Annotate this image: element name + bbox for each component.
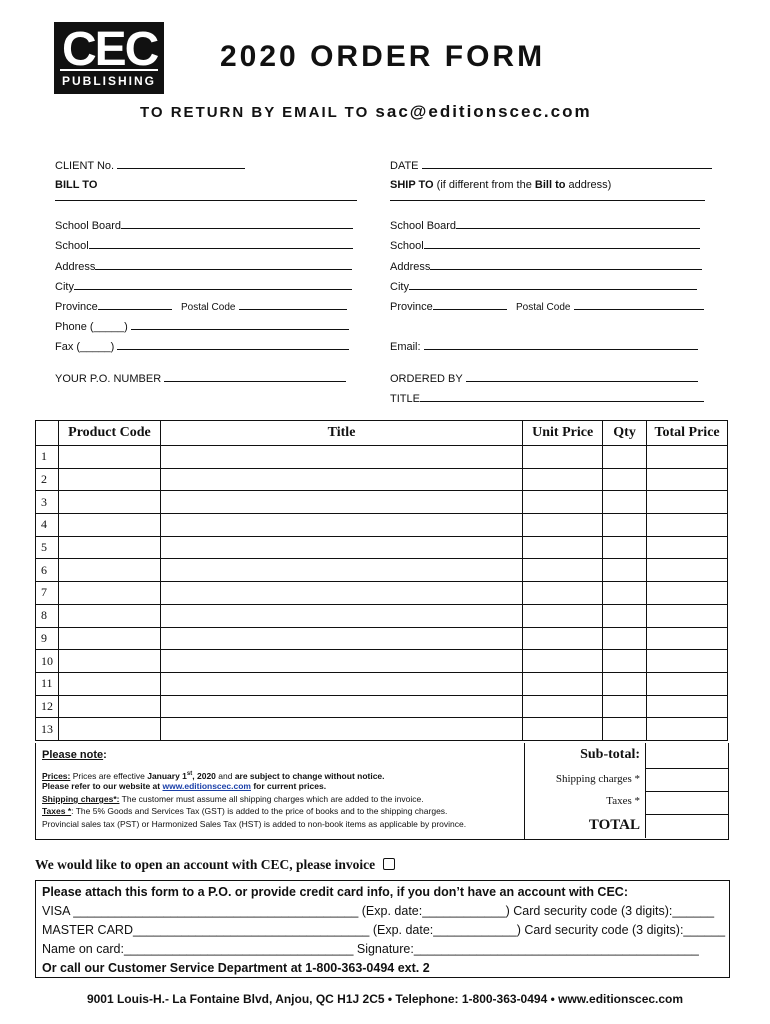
qty-cell[interactable] [603,468,647,491]
unit-price-cell[interactable] [523,650,603,673]
ordered-by-field[interactable] [466,371,698,382]
name-signature-line[interactable]: Name on card:_________________________________ Signature:_________________________________________ [42,942,699,956]
bill-school-board: School Board [55,218,353,232]
qty-cell[interactable] [603,536,647,559]
mastercard-line[interactable]: MASTER CARD__________________________________ (Exp. date:____________) Card security code (3 digits):______ [42,923,726,937]
invoice-checkbox[interactable] [383,858,395,870]
unit-price-cell[interactable] [523,536,603,559]
total-cell[interactable] [645,815,728,838]
bill-address: Address [55,259,352,273]
total-price-cell[interactable] [647,627,728,650]
table-row [36,514,728,537]
notes-box [35,743,525,840]
unit-price-cell[interactable] [523,718,603,741]
product-code-cell[interactable] [58,627,160,650]
please-note-heading: Please note: [42,749,107,761]
shipping-cell[interactable] [645,769,728,792]
unit-price-cell[interactable] [523,491,603,514]
table-header-total-price: Total Price [647,421,728,446]
unit-price-cell[interactable] [523,514,603,537]
qty-cell[interactable] [603,627,647,650]
subtotal-label: Sub-total: [580,747,640,762]
website-note: Please refer to our website at www.editionscec.com for current prices. [42,781,327,791]
table-row [36,695,728,718]
shipping-label: Shipping charges * [555,773,640,785]
total-price-cell[interactable] [647,604,728,627]
summary-box [523,743,729,840]
title-cell[interactable] [160,672,522,695]
table-header-qty: Qty [603,421,647,446]
logo-main-text: CEC [62,23,158,76]
website-link[interactable]: www.editionscec.com [162,781,251,791]
qty-cell[interactable] [603,446,647,469]
total-price-cell[interactable] [647,695,728,718]
title-cell[interactable] [160,695,522,718]
bill-phone: Phone (_____) [55,319,349,333]
product-code-cell[interactable] [58,559,160,582]
product-code-cell[interactable] [58,514,160,537]
title-cell[interactable] [160,604,522,627]
ship-city-field[interactable] [409,279,697,290]
ship-school-board: School Board [390,218,700,232]
ship-to-field[interactable] [390,200,705,201]
return-email-prefix: TO RETURN BY EMAIL TO [140,104,376,121]
bill-fax: Fax (_____) [55,339,349,353]
total-price-cell[interactable] [647,718,728,741]
total-price-cell[interactable] [647,536,728,559]
open-account-text: We would like to open an account with CEC, please invoice [35,857,376,872]
return-email-address: sac@editionscec.com [375,102,592,121]
ship-address-field[interactable] [430,259,702,270]
bill-province: Province Postal Code [55,299,347,313]
title-cell[interactable] [160,627,522,650]
bill-city-field[interactable] [74,279,352,290]
title-field-label: TITLE [390,391,704,405]
row-number: 12 [36,695,59,718]
prices-note: Prices: Prices are effective January 1st, 2020 and are subject to change without notice. [42,770,385,781]
ship-postal-code-field[interactable] [574,299,704,310]
qty-cell[interactable] [603,491,647,514]
product-code-cell[interactable] [58,650,160,673]
row-number: 2 [36,468,59,491]
page-title: 2020 ORDER FORM [220,40,546,73]
unit-price-cell[interactable] [523,672,603,695]
po-number: YOUR P.O. NUMBER [55,371,346,385]
row-number: 7 [36,582,59,605]
unit-price-cell[interactable] [523,627,603,650]
unit-price-cell[interactable] [523,559,603,582]
shipping-note: Shipping charges*: The customer must assume all shipping charges which are added to the invoice. [42,794,424,804]
taxes-note: Taxes *: The 5% Goods and Services Tax (GST) is added to the price of books and to the shipping charges. [42,806,448,816]
bill-to-label: BILL TO [55,179,98,191]
product-code-cell[interactable] [58,672,160,695]
product-code-cell[interactable] [58,536,160,559]
table-row [36,559,728,582]
qty-cell[interactable] [603,514,647,537]
payment-box [35,880,730,978]
qty-cell[interactable] [603,695,647,718]
product-code-cell[interactable] [58,695,160,718]
ship-address: Address [390,259,702,273]
table-header-product-code: Product Code [58,421,160,446]
bill-city: City [55,279,352,293]
row-number: 11 [36,672,59,695]
row-number: 13 [36,718,59,741]
return-email-line [140,102,592,122]
total-label: TOTAL [588,817,640,833]
title-cell[interactable] [160,582,522,605]
row-number: 9 [36,627,59,650]
row-number: 10 [36,650,59,673]
table-row [36,491,728,514]
product-code-cell[interactable] [58,582,160,605]
table-row [36,718,728,741]
client-no-label: CLIENT No. [55,158,245,172]
table-header-number [36,421,59,446]
qty-cell[interactable] [603,582,647,605]
row-number: 8 [36,604,59,627]
row-number: 1 [36,446,59,469]
table-header-unit-price: Unit Price [523,421,603,446]
taxes-label: Taxes * [606,795,640,807]
ship-province-field[interactable] [433,299,507,310]
row-number: 5 [36,536,59,559]
title-cell[interactable] [160,536,522,559]
ship-to-label: SHIP TO (if different from the Bill to address) [390,179,612,191]
po-number-field[interactable] [164,371,346,382]
bill-address-field[interactable] [95,259,352,270]
total-price-cell[interactable] [647,650,728,673]
title-cell[interactable] [160,468,522,491]
ship-city: City [390,279,697,293]
total-price-cell[interactable] [647,672,728,695]
table-row [36,536,728,559]
bill-phone-field[interactable] [131,319,349,330]
title-field[interactable] [420,391,704,402]
table-header-title: Title [160,421,522,446]
table-row [36,446,728,469]
product-code-cell[interactable] [58,468,160,491]
visa-line[interactable]: VISA _________________________________________ (Exp. date:____________) Card security code (3 digits):______ [42,904,715,918]
table-row [36,468,728,491]
qty-cell[interactable] [603,718,647,741]
title-cell[interactable] [160,514,522,537]
ship-school: School [390,238,700,252]
table-row [36,672,728,695]
table-row [36,604,728,627]
total-price-cell[interactable] [647,446,728,469]
unit-price-cell[interactable] [523,582,603,605]
product-code-cell[interactable] [58,446,160,469]
logo-sub-text: PUBLISHING [60,69,158,88]
bill-province-field[interactable] [98,299,172,310]
qty-cell[interactable] [603,650,647,673]
unit-price-cell[interactable] [523,468,603,491]
client-no-field[interactable] [117,158,245,169]
customer-service-line: Or call our Customer Service Department at 1-800-363-0494 ext. 2 [42,961,430,975]
qty-cell[interactable] [603,604,647,627]
cec-logo [54,22,164,94]
bill-fax-field[interactable] [117,339,349,350]
total-price-cell[interactable] [647,491,728,514]
product-code-cell[interactable] [58,604,160,627]
title-cell[interactable] [160,491,522,514]
title-cell[interactable] [160,446,522,469]
footer-address: 9001 Louis-H.- La Fontaine Blvd, Anjou, QC H1J 2C5 • Telephone: 1-800-363-0494 • www.editionscec.com [86,992,684,1006]
order-items-table [35,420,728,741]
bill-to-field[interactable] [55,200,357,201]
row-number: 6 [36,559,59,582]
total-price-cell[interactable] [647,468,728,491]
row-number: 4 [36,514,59,537]
ship-province: Province Postal Code [390,299,704,313]
bill-school-field[interactable] [89,238,353,249]
table-row [36,582,728,605]
title-cell[interactable] [160,718,522,741]
table-row [36,650,728,673]
unit-price-cell[interactable] [523,604,603,627]
table-header-row [36,421,728,446]
title-cell[interactable] [160,559,522,582]
table-row [36,627,728,650]
bill-postal-code-field[interactable] [239,299,347,310]
row-number: 3 [36,491,59,514]
bill-school-board-field[interactable] [121,218,353,229]
ordered-by: ORDERED BY [390,371,698,385]
qty-cell[interactable] [603,672,647,695]
bill-school: School [55,238,353,252]
open-account-line [35,857,395,873]
total-price-cell[interactable] [647,559,728,582]
date-field[interactable] [422,158,712,169]
qty-cell[interactable] [603,559,647,582]
unit-price-cell[interactable] [523,695,603,718]
taxes-cell[interactable] [645,792,728,815]
title-cell[interactable] [160,650,522,673]
ship-email-field[interactable] [424,339,698,350]
provincial-tax-note: Provincial sales tax (PST) or Harmonized Sales Tax (HST) is added to non-book items as applicable by province. [42,819,467,829]
date-label: DATE [390,158,712,172]
total-price-cell[interactable] [647,514,728,537]
subtotal-cell[interactable] [645,743,728,769]
ship-school-field[interactable] [424,238,700,249]
ship-email: Email: [390,339,698,353]
payment-instructions: Please attach this form to a P.O. or provide credit card info, if you don’t have an account with CEC: [42,885,628,899]
product-code-cell[interactable] [58,718,160,741]
unit-price-cell[interactable] [523,446,603,469]
product-code-cell[interactable] [58,491,160,514]
ship-school-board-field[interactable] [456,218,700,229]
total-price-cell[interactable] [647,582,728,605]
